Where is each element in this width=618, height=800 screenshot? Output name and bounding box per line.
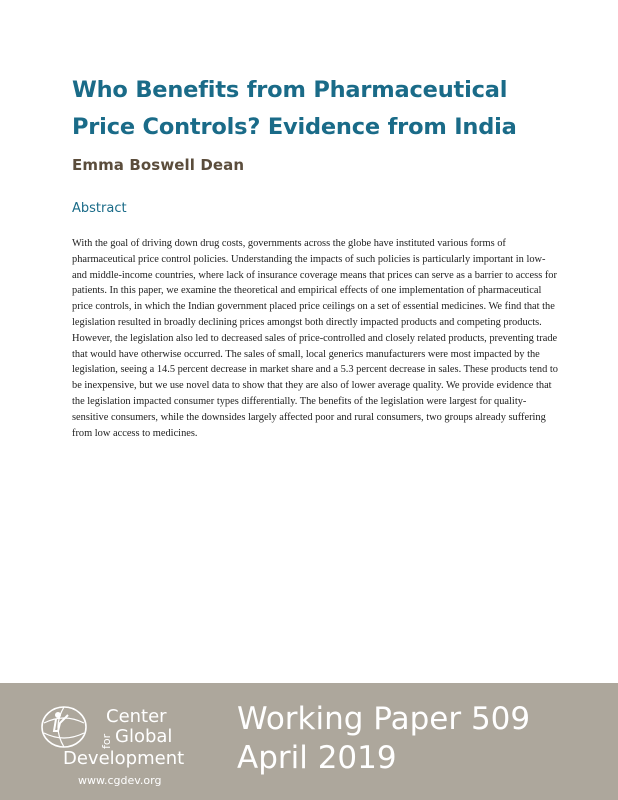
abstract-heading: Abstract xyxy=(72,201,127,216)
footer-banner xyxy=(0,683,618,800)
logo-url[interactable]: www.cgdev.org xyxy=(78,774,162,787)
logo-text-development: Development xyxy=(63,748,185,769)
author-name: Emma Boswell Dean xyxy=(72,156,245,174)
globe-figure-icon xyxy=(38,703,102,751)
cgd-logo xyxy=(38,703,218,795)
paper-title: Who Benefits from Pharmaceutical Price Controls? Evidence from India xyxy=(72,77,517,140)
abstract-text: With the goal of driving down drug costs, governments across the globe have instituted various forms of pharmaceutical price control policies. Understanding the impacts of such policies is particularly important in low- and middle-income countries, where lack of insurance coverage means that prices can serve as a barrier to access for patients. In this paper, we examine the theoretical and empirical effects of one implementation of pharmaceutical price controls, in which the Indian government placed price ceilings on a set of essential medicines. We find that the legislation resulted in broadly declining prices amongst both directly impacted products and competing products. However, the legislation also led to decreased sales of price-controlled and closely related products, preventing trade that would have otherwise occurred. The sales of small, local generics manufacturers were most impacted by the legislation, seeing a 14.5 percent decrease in market share and a 5.3 percent decrease in sales. These products tend to be inexpensive, but we use novel data to show that they are also of lower average quality. We provide evidence that the legislation impacted consumer types differentially. The benefits of the legislation were largest for quality-sensitive consumers, while the downsides largely affected poor and rural consumers, two groups already suffering from low access to medicines. xyxy=(72,238,558,439)
working-paper-number: Working Paper 509 xyxy=(237,701,531,737)
publication-date: April 2019 xyxy=(237,740,397,776)
logo-text-global: Global xyxy=(115,726,173,747)
logo-text-for: for xyxy=(100,733,113,749)
logo-text-center: Center xyxy=(106,706,167,727)
